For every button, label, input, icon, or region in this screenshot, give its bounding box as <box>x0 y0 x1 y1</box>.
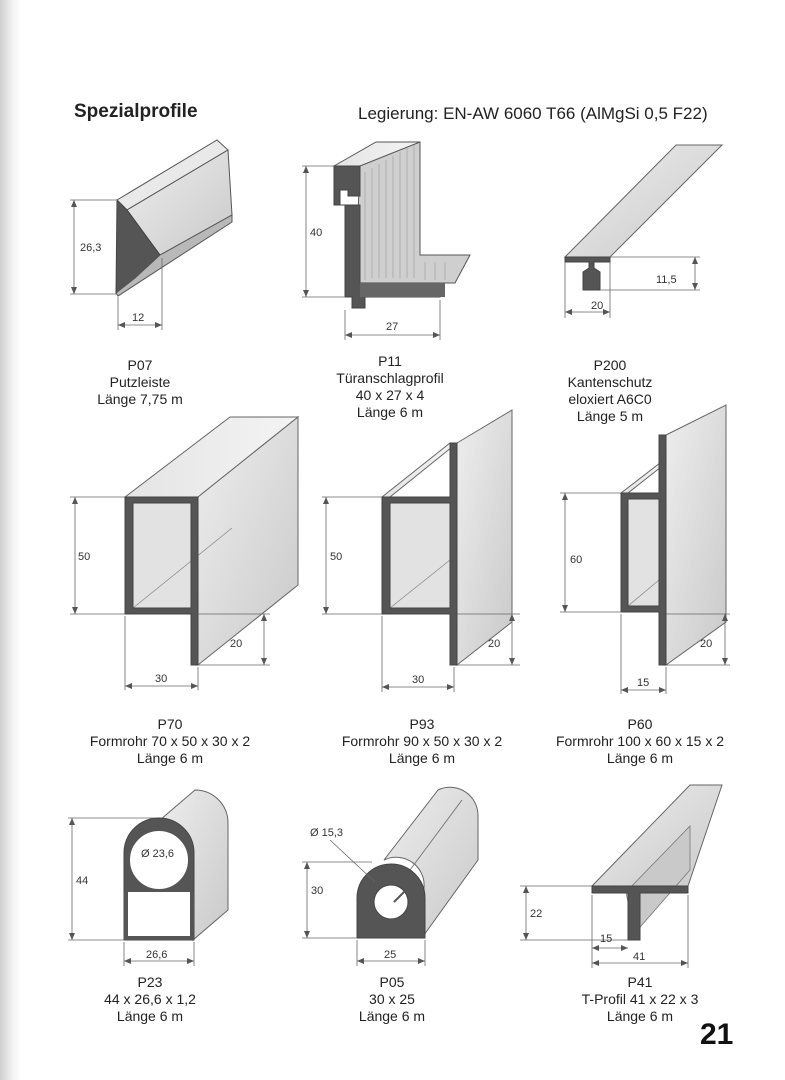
profile-p23-drawing <box>68 790 228 966</box>
profile-p60-drawing <box>560 405 730 694</box>
profile-p07-drawing <box>70 140 232 330</box>
profile-p70-drawing <box>70 417 298 690</box>
p07-width-dim: 12 <box>132 312 145 324</box>
caption-length: Länge 6 m <box>606 750 674 766</box>
caption-code: P11 <box>378 353 402 369</box>
caption-name: 44 x 26,6 x 1,2 <box>104 991 196 1007</box>
caption-code: P05 <box>379 974 405 990</box>
p93-flange-dim: 20 <box>488 638 501 650</box>
p11-height-dim: 40 <box>310 227 323 239</box>
caption-p11 <box>270 353 510 421</box>
profile-p41-drawing <box>520 785 722 968</box>
caption-p07 <box>20 357 260 408</box>
caption-p93 <box>302 716 542 767</box>
p41-width-dim: 41 <box>633 951 646 963</box>
profile-p11-drawing <box>302 142 470 340</box>
p23-height-dim: 44 <box>76 875 89 887</box>
caption-name: 30 x 25 <box>369 991 415 1007</box>
p41-height-dim: 22 <box>530 908 543 920</box>
p05-diameter-dim: Ø 15,3 <box>310 827 344 839</box>
caption-name: Putzleiste <box>109 374 171 390</box>
alloy-specification: Legierung: EN-AW 6060 T66 (AlMgSi 0,5 F22) <box>358 104 708 123</box>
p200-height-dim: 11,5 <box>656 274 677 286</box>
profile-p93-drawing <box>322 410 520 692</box>
p60-width-dim: 15 <box>637 677 650 689</box>
caption-length: Länge 7,75 m <box>97 391 183 407</box>
p11-width-dim: 27 <box>386 321 399 333</box>
caption-p70 <box>50 716 290 767</box>
p93-height-dim: 50 <box>330 551 343 563</box>
page-title: Spezialprofile <box>74 101 198 122</box>
p07-height-dim: 26,3 <box>80 242 102 254</box>
p70-width-dim: 30 <box>155 673 168 685</box>
caption-length: Länge 6 m <box>356 404 424 420</box>
caption-length: Länge 6 m <box>116 1008 184 1024</box>
caption-code: P93 <box>409 716 435 732</box>
caption-code: P07 <box>127 357 153 373</box>
profile-p200-drawing <box>565 145 722 318</box>
caption-size: 40 x 27 x 4 <box>355 387 425 403</box>
profile-p05-drawing <box>302 787 478 966</box>
caption-code: P70 <box>157 716 183 732</box>
p60-flange-dim: 20 <box>700 638 713 650</box>
caption-length: Länge 5 m <box>576 408 644 424</box>
caption-finish: eloxiert A6C0 <box>568 391 652 407</box>
caption-length: Länge 6 m <box>606 1008 674 1024</box>
caption-length: Länge 6 m <box>388 750 456 766</box>
caption-name: Türanschlagprofil <box>336 370 444 386</box>
caption-name: T-Profil 41 x 22 x 3 <box>581 991 699 1007</box>
caption-code: P60 <box>627 716 653 732</box>
caption-p200 <box>490 357 730 425</box>
caption-name: Kantenschutz <box>567 374 653 390</box>
p23-width-dim: 26,6 <box>146 949 168 961</box>
p70-flange-dim: 20 <box>230 638 243 650</box>
caption-p05 <box>272 974 512 1025</box>
caption-code: P200 <box>593 357 627 373</box>
p60-height-dim: 60 <box>570 554 583 566</box>
caption-code: P41 <box>627 974 653 990</box>
caption-length: Länge 6 m <box>358 1008 426 1024</box>
caption-p23 <box>30 974 270 1025</box>
caption-p60 <box>520 716 760 767</box>
caption-name: Formrohr 90 x 50 x 30 x 2 <box>341 733 503 749</box>
caption-name: Formrohr 70 x 50 x 30 x 2 <box>89 733 251 749</box>
p23-diameter-dim: Ø 23,6 <box>141 848 175 860</box>
caption-length: Länge 6 m <box>136 750 204 766</box>
caption-name: Formrohr 100 x 60 x 15 x 2 <box>555 733 725 749</box>
p200-width-dim: 20 <box>591 300 604 312</box>
p70-height-dim: 50 <box>78 551 91 563</box>
p05-height-dim: 30 <box>311 885 324 897</box>
p41-web-dim: 15 <box>600 933 613 945</box>
p05-width-dim: 25 <box>384 949 397 961</box>
caption-code: P23 <box>137 974 163 990</box>
p93-width-dim: 30 <box>412 674 425 686</box>
page-number: 21 <box>700 1018 734 1051</box>
